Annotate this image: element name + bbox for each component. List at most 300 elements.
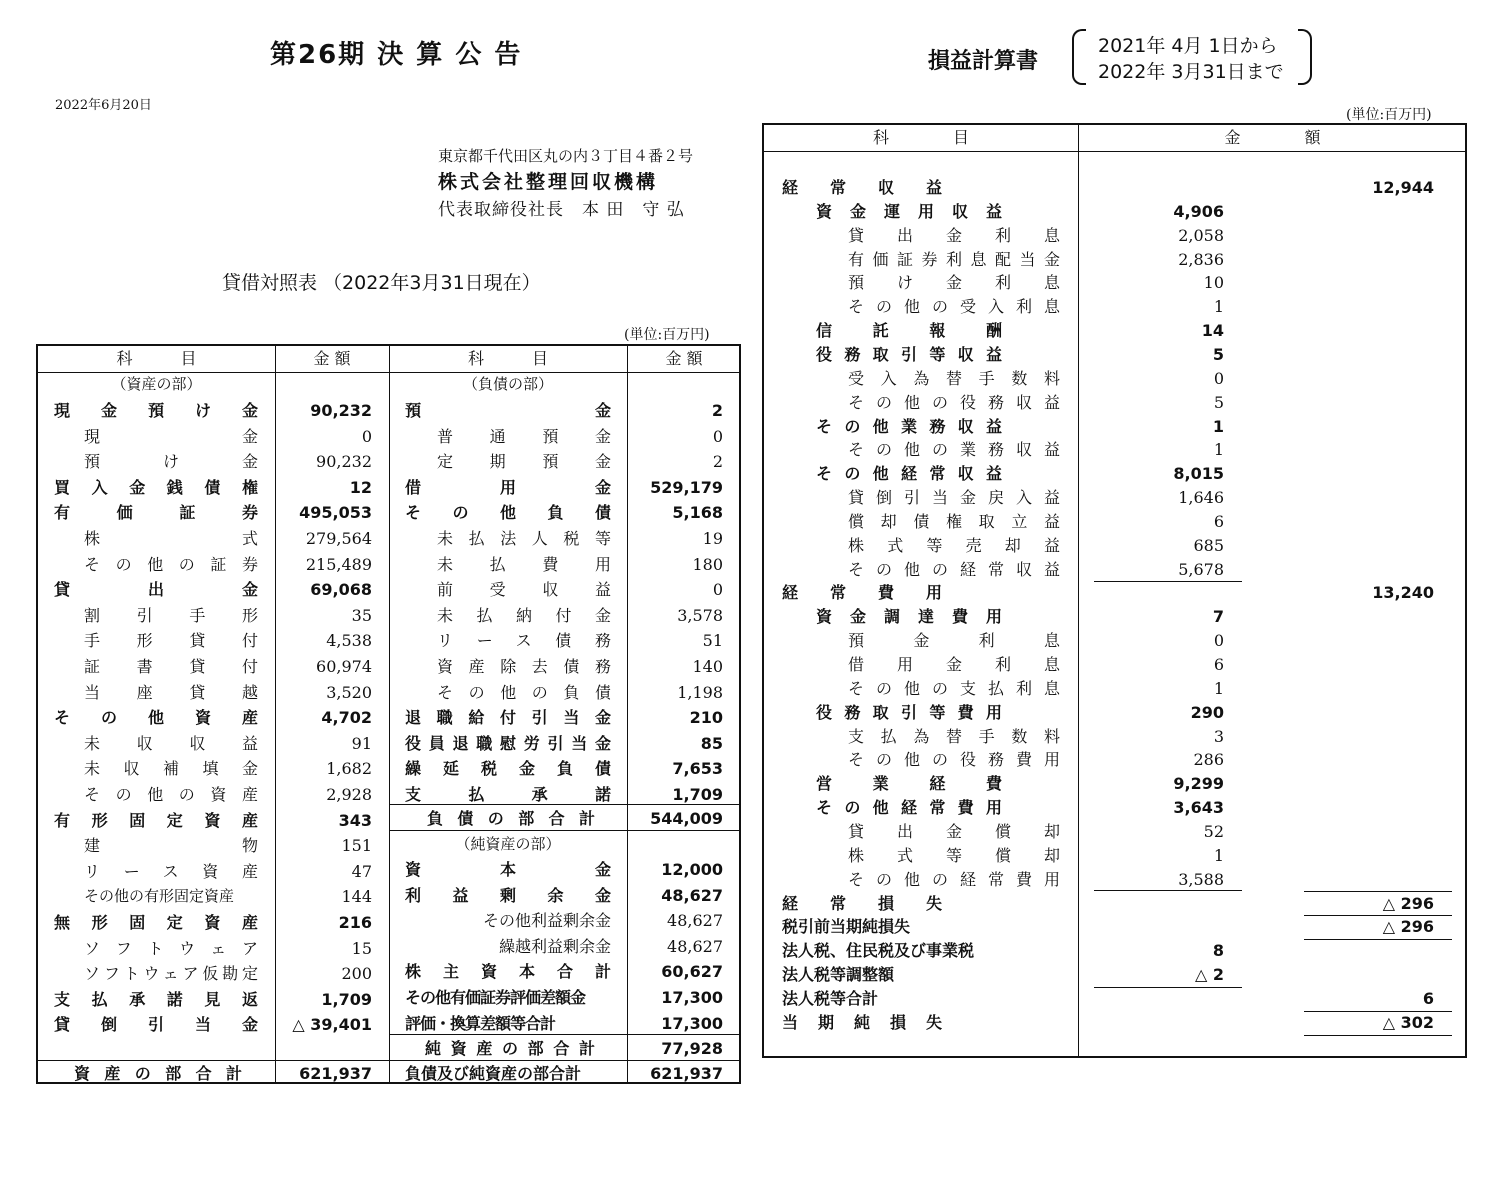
row-label: 前受収益 bbox=[437, 580, 611, 600]
table-row bbox=[38, 808, 390, 833]
period-from: 2021年 4月 1日から bbox=[1098, 35, 1278, 57]
table-row bbox=[764, 844, 1464, 868]
row-value: 0 bbox=[712, 580, 723, 600]
grand-total-row bbox=[389, 1061, 741, 1086]
row-value: 12 bbox=[349, 477, 372, 497]
company-address: 東京都千代田区丸の内３丁目４番２号 bbox=[438, 147, 694, 165]
table-row bbox=[764, 319, 1464, 343]
row-label: その他有価証券評価差額金 bbox=[405, 988, 586, 1007]
row-value: 5 bbox=[1212, 344, 1224, 364]
notice-date: 2022年6月20日 bbox=[55, 98, 152, 113]
row-label: その他資産 bbox=[54, 708, 258, 728]
row-label: 経常収益 bbox=[782, 178, 942, 197]
row-value: 10 bbox=[1203, 273, 1224, 293]
row-label: 預け金 bbox=[84, 452, 258, 472]
row-label: 退職給付引当金 bbox=[405, 708, 611, 728]
table-row bbox=[764, 534, 1464, 558]
row-value: 12,000 bbox=[661, 860, 723, 879]
table-row bbox=[764, 486, 1464, 510]
row-label: 税引前当期純損失 bbox=[782, 917, 911, 937]
table-row bbox=[38, 782, 390, 807]
row-label: 現金 bbox=[84, 426, 258, 446]
row-label: ソフトウェア仮勘定 bbox=[84, 964, 258, 984]
row-value: 2,836 bbox=[1178, 249, 1224, 269]
table-row bbox=[38, 680, 390, 705]
assets-col-amount: 金 額 bbox=[313, 349, 351, 368]
liabilities-section-header: （負債の部） bbox=[462, 375, 553, 393]
assets-col-item: 科 目 bbox=[116, 349, 197, 368]
table-row bbox=[38, 654, 390, 679]
row-label: 役員退職慰労引当金 bbox=[405, 733, 611, 753]
row-value: 3,520 bbox=[326, 682, 372, 702]
row-label: 有価証券 bbox=[54, 503, 258, 523]
table-row bbox=[764, 367, 1464, 391]
row-value: 210 bbox=[689, 708, 723, 728]
total-underline bbox=[1304, 1035, 1452, 1036]
table-row bbox=[764, 176, 1464, 200]
row-value: 91 bbox=[351, 733, 372, 753]
row-label: 信託報酬 bbox=[816, 321, 1002, 341]
table-row bbox=[38, 1012, 390, 1037]
table-row bbox=[764, 605, 1464, 629]
row-value: 3,578 bbox=[677, 605, 723, 625]
table-row bbox=[764, 725, 1464, 749]
table-row bbox=[764, 391, 1464, 415]
row-label: 割引手形 bbox=[84, 605, 258, 625]
liab-total-bottom-line bbox=[389, 830, 739, 831]
row-value: 60,627 bbox=[661, 962, 723, 982]
row-label: その他負債 bbox=[405, 503, 611, 523]
table-row bbox=[38, 603, 390, 628]
row-label: 評価・換算差額等合計 bbox=[405, 1013, 556, 1033]
table-row bbox=[389, 628, 741, 653]
row-label: ソフトウェア bbox=[84, 938, 258, 958]
row-label: リース債務 bbox=[437, 631, 611, 651]
table-row bbox=[38, 705, 390, 730]
row-value: 17,300 bbox=[661, 988, 723, 1007]
table-row bbox=[38, 731, 390, 756]
row-label: その他の業務収益 bbox=[848, 440, 1060, 460]
table-row bbox=[764, 224, 1464, 248]
row-label: その他の役務収益 bbox=[848, 392, 1060, 412]
table-row bbox=[389, 603, 741, 628]
row-label: その他業務収益 bbox=[816, 416, 1002, 436]
assets-total-value: 621,937 bbox=[299, 1064, 372, 1083]
row-label: 役務取引等収益 bbox=[816, 344, 1002, 364]
row-total: △ 302 bbox=[1382, 1012, 1434, 1032]
income-statement-period bbox=[1072, 29, 1312, 85]
table-row bbox=[389, 577, 741, 602]
subtotal-underline bbox=[1094, 987, 1242, 988]
total-underline bbox=[1304, 891, 1452, 892]
table-row bbox=[764, 892, 1464, 916]
row-label: 資本金 bbox=[405, 860, 611, 879]
table-row bbox=[764, 581, 1464, 605]
row-label: 経常損失 bbox=[782, 893, 942, 913]
row-label: 未収収益 bbox=[84, 733, 258, 753]
table-row bbox=[764, 271, 1464, 295]
row-value: 1 bbox=[1212, 416, 1224, 436]
table-row bbox=[38, 628, 390, 653]
table-row bbox=[389, 680, 741, 705]
row-label: 株主資本合計 bbox=[405, 962, 611, 982]
row-value: 48,627 bbox=[667, 936, 723, 956]
row-value: 90,232 bbox=[316, 452, 372, 472]
representative: 代表取締役社長 本 田 守 弘 bbox=[438, 200, 685, 220]
row-label: 償却債権取立益 bbox=[848, 511, 1060, 531]
row-value: 685 bbox=[1193, 535, 1224, 555]
row-value: 140 bbox=[692, 657, 723, 676]
row-value: 7 bbox=[1212, 607, 1224, 627]
row-value: 1 bbox=[1213, 440, 1224, 460]
table-row bbox=[389, 959, 741, 984]
table-row bbox=[38, 398, 390, 423]
table-row bbox=[764, 462, 1464, 486]
row-value: 19 bbox=[702, 529, 723, 548]
row-value: 4,702 bbox=[321, 708, 372, 728]
table-row bbox=[764, 558, 1464, 582]
row-value: 48,627 bbox=[667, 911, 723, 931]
table-row bbox=[764, 295, 1464, 319]
row-value: 51 bbox=[702, 631, 723, 651]
table-row bbox=[389, 552, 741, 577]
table-row bbox=[38, 987, 390, 1012]
table-row bbox=[764, 343, 1464, 367]
net-assets-section-header: （純資産の部） bbox=[455, 835, 561, 853]
row-value: 1,709 bbox=[672, 785, 723, 804]
row-label: その他の経常収益 bbox=[848, 559, 1060, 579]
row-label: 役務取引等費用 bbox=[816, 702, 1002, 722]
row-value: 529,179 bbox=[650, 477, 723, 497]
total-underline bbox=[1304, 939, 1452, 940]
row-label: 無形固定資産 bbox=[54, 913, 258, 932]
row-total: △ 296 bbox=[1382, 917, 1434, 937]
row-label: 未払納付金 bbox=[437, 605, 611, 625]
table-row bbox=[38, 577, 390, 602]
row-value: 14 bbox=[1201, 321, 1224, 341]
row-value: 17,300 bbox=[661, 1013, 723, 1033]
row-label: その他の受入利息 bbox=[848, 297, 1060, 317]
header-divider bbox=[764, 151, 1465, 152]
table-row bbox=[389, 756, 741, 781]
grand-total-value: 621,937 bbox=[650, 1064, 723, 1083]
table-row bbox=[764, 200, 1464, 224]
pl-col-amount: 金 額 bbox=[1224, 128, 1321, 147]
net-assets-total-value: 77,928 bbox=[661, 1039, 723, 1058]
table-row bbox=[389, 526, 741, 551]
table-row bbox=[764, 939, 1464, 963]
table-row bbox=[389, 883, 741, 908]
row-value: 0 bbox=[361, 426, 372, 446]
subtotal-underline bbox=[1094, 581, 1242, 582]
table-row bbox=[764, 915, 1464, 939]
row-value: 3,643 bbox=[1173, 798, 1224, 818]
row-label: 借用金利息 bbox=[848, 655, 1060, 674]
table-row bbox=[764, 963, 1464, 987]
row-value: 286 bbox=[1193, 750, 1224, 770]
row-label: 有形固定資産 bbox=[54, 810, 258, 830]
row-value: 215,489 bbox=[305, 554, 372, 574]
total-underline bbox=[1304, 915, 1452, 916]
row-label: 受入為替手数料 bbox=[848, 368, 1060, 388]
row-value: 9,299 bbox=[1173, 774, 1224, 794]
right-bracket bbox=[1298, 29, 1312, 85]
table-row bbox=[38, 475, 390, 500]
row-label: その他の経常費用 bbox=[848, 869, 1060, 889]
row-label: 貸出金利息 bbox=[848, 225, 1060, 245]
row-label: 預金 bbox=[405, 401, 611, 420]
table-row bbox=[38, 552, 390, 577]
row-value: 0 bbox=[1213, 631, 1224, 651]
table-row bbox=[38, 500, 390, 525]
liabilities-total-value: 544,009 bbox=[650, 809, 723, 828]
row-label: 借用金 bbox=[405, 477, 611, 497]
balance-sheet-unit: (単位:百万円) bbox=[624, 327, 710, 343]
row-label: 貸出金 bbox=[54, 580, 258, 600]
row-value: 52 bbox=[1203, 821, 1224, 841]
row-value: 35 bbox=[351, 605, 372, 625]
table-row bbox=[764, 987, 1464, 1011]
row-value: 1,709 bbox=[321, 989, 372, 1009]
row-label: 株式 bbox=[84, 529, 258, 548]
row-value: 151 bbox=[341, 836, 372, 856]
row-label: 法人税等調整額 bbox=[782, 965, 895, 985]
table-row bbox=[389, 500, 741, 525]
row-value: 6 bbox=[1213, 655, 1224, 674]
row-label: 現金預け金 bbox=[54, 401, 258, 420]
row-label: 普通預金 bbox=[437, 426, 611, 446]
table-row bbox=[389, 449, 741, 474]
row-value: 2,058 bbox=[1178, 225, 1224, 245]
row-value: 90,232 bbox=[310, 401, 372, 420]
row-value: 85 bbox=[700, 733, 723, 753]
row-label: 支払為替手数料 bbox=[848, 726, 1060, 746]
row-label: その他の支払利息 bbox=[848, 678, 1060, 698]
row-value: 1 bbox=[1213, 678, 1224, 698]
row-value: 1,682 bbox=[326, 759, 372, 779]
table-row bbox=[764, 629, 1464, 653]
table-row bbox=[38, 449, 390, 474]
row-label: その他の有形固定資産 bbox=[84, 887, 235, 906]
row-value: 1,646 bbox=[1178, 488, 1224, 508]
table-row bbox=[764, 653, 1464, 677]
table-row bbox=[38, 910, 390, 935]
row-value: 1,198 bbox=[677, 682, 723, 702]
row-label: 当期純損失 bbox=[782, 1012, 942, 1032]
row-label: 未払法人税等 bbox=[437, 529, 611, 548]
table-row bbox=[764, 438, 1464, 462]
grand-total-label: 負債及び純資産の部合計 bbox=[405, 1064, 582, 1083]
liabilities-total-row bbox=[389, 806, 741, 831]
row-label: 定期預金 bbox=[437, 452, 611, 472]
row-label: 法人税、住民税及び事業税 bbox=[782, 941, 975, 961]
row-value: 6 bbox=[1213, 511, 1224, 531]
table-row bbox=[764, 748, 1464, 772]
row-label: 手形貸付 bbox=[84, 631, 258, 651]
table-row bbox=[38, 526, 390, 551]
row-label: 買入金銭債権 bbox=[54, 477, 258, 497]
row-value: 1 bbox=[1213, 845, 1224, 865]
liab-total-top-line bbox=[389, 804, 739, 805]
balance-sheet-title: 貸借対照表 （2022年3月31日現在） bbox=[222, 272, 541, 294]
row-label: 資産除去債務 bbox=[437, 657, 611, 676]
row-label: 貸倒引当金戻入益 bbox=[848, 488, 1060, 508]
row-label: 法人税等合計 bbox=[782, 988, 879, 1008]
table-row bbox=[764, 701, 1464, 725]
assets-total-row bbox=[38, 1061, 389, 1086]
row-value: 144 bbox=[341, 887, 372, 907]
row-label: 預け金利息 bbox=[848, 273, 1060, 293]
row-label: 未払費用 bbox=[437, 554, 611, 574]
table-row bbox=[389, 857, 741, 882]
table-row bbox=[764, 1011, 1464, 1035]
row-value: 2 bbox=[711, 401, 723, 420]
row-value: △ 39,401 bbox=[292, 1015, 372, 1035]
row-label: 建物 bbox=[84, 836, 258, 856]
row-label: 貸出金償却 bbox=[848, 821, 1060, 841]
net-assets-total-label: 純資産の部合計 bbox=[425, 1039, 595, 1058]
row-total: △ 296 bbox=[1382, 893, 1434, 913]
row-value: 200 bbox=[341, 964, 372, 984]
row-value: 69,068 bbox=[310, 580, 372, 600]
table-row bbox=[389, 398, 741, 423]
row-value: 4,538 bbox=[326, 631, 372, 651]
table-row bbox=[764, 820, 1464, 844]
row-label: その他の証券 bbox=[84, 554, 258, 574]
row-value: 0 bbox=[1213, 368, 1224, 388]
row-label: 証書貸付 bbox=[84, 657, 258, 676]
liab-col-item: 科 目 bbox=[467, 349, 548, 368]
row-value: 180 bbox=[692, 554, 723, 574]
table-row bbox=[389, 424, 741, 449]
row-value: 8,015 bbox=[1173, 464, 1224, 484]
row-value: 0 bbox=[712, 426, 723, 446]
assets-section-header: （資産の部） bbox=[111, 375, 202, 393]
row-label: その他利益剰余金 bbox=[482, 911, 611, 931]
table-row bbox=[38, 884, 390, 909]
row-value: 7,653 bbox=[672, 759, 723, 779]
row-label: 利益剰余金 bbox=[405, 885, 611, 905]
row-value: 279,564 bbox=[305, 529, 372, 548]
row-value: 5,168 bbox=[672, 503, 723, 523]
table-row bbox=[764, 868, 1464, 892]
row-label: 当座貸越 bbox=[84, 682, 258, 702]
row-label: 株式等売却益 bbox=[848, 535, 1060, 555]
row-label: 未収補填金 bbox=[84, 759, 258, 779]
row-value: 3,588 bbox=[1178, 869, 1224, 889]
table-row bbox=[38, 936, 390, 961]
notice-title: 第26期 決 算 公 告 bbox=[270, 40, 523, 70]
row-label: 預金利息 bbox=[848, 631, 1060, 651]
row-label: その他の役務費用 bbox=[848, 750, 1060, 770]
income-statement-title: 損益計算書 bbox=[928, 49, 1039, 74]
row-value: 48,627 bbox=[661, 885, 723, 905]
row-label: 資金運用収益 bbox=[816, 201, 1002, 221]
row-label: その他経常収益 bbox=[816, 464, 1002, 484]
row-label: その他の資産 bbox=[84, 785, 258, 804]
row-label: 繰延税金負債 bbox=[405, 759, 611, 779]
row-label: 支払承諾見返 bbox=[54, 989, 258, 1009]
row-value: 5 bbox=[1213, 392, 1224, 412]
balance-sheet-table bbox=[36, 344, 741, 1084]
row-value: 8 bbox=[1212, 941, 1224, 961]
row-label: 経常費用 bbox=[782, 583, 942, 603]
row-value: 60,974 bbox=[316, 657, 372, 676]
row-value: 47 bbox=[351, 861, 372, 881]
row-value: 495,053 bbox=[299, 503, 372, 523]
table-row bbox=[38, 833, 390, 858]
table-row bbox=[389, 731, 741, 756]
table-row bbox=[764, 772, 1464, 796]
row-value: 290 bbox=[1190, 702, 1224, 722]
row-label: 支払承諾 bbox=[405, 785, 611, 804]
row-total: 13,240 bbox=[1372, 583, 1434, 603]
row-value: 216 bbox=[338, 913, 372, 932]
table-row bbox=[38, 424, 390, 449]
table-row bbox=[389, 1011, 741, 1036]
row-value: △ 2 bbox=[1194, 965, 1224, 985]
table-row bbox=[38, 961, 390, 986]
table-row bbox=[389, 475, 741, 500]
row-value: 5,678 bbox=[1178, 559, 1224, 579]
row-value: 3 bbox=[1213, 726, 1224, 746]
row-label: リース資産 bbox=[84, 861, 258, 881]
row-label: その他の負債 bbox=[437, 682, 611, 702]
row-total: 6 bbox=[1422, 988, 1434, 1008]
total-underline bbox=[1304, 1011, 1452, 1012]
table-row bbox=[38, 859, 390, 884]
table-row bbox=[764, 248, 1464, 272]
table-row bbox=[389, 985, 741, 1010]
row-value: 15 bbox=[351, 938, 372, 958]
table-row bbox=[764, 415, 1464, 439]
row-label: 有価証券利息配当金 bbox=[848, 249, 1060, 269]
row-label: 貸倒引当金 bbox=[54, 1015, 258, 1035]
period-to: 2022年 3月31日まで bbox=[1098, 61, 1284, 83]
row-value: 343 bbox=[338, 810, 372, 830]
income-statement-table bbox=[762, 123, 1467, 1058]
table-row bbox=[389, 908, 741, 933]
row-value: 4,906 bbox=[1173, 201, 1224, 221]
row-label: その他経常費用 bbox=[816, 798, 1002, 818]
liab-col-amount: 金 額 bbox=[665, 349, 703, 368]
row-label: 繰越利益剰余金 bbox=[498, 936, 611, 956]
table-row bbox=[389, 705, 741, 730]
row-value: 2 bbox=[712, 452, 723, 472]
row-label: 営業経費 bbox=[816, 774, 1002, 794]
liabilities-total-label: 負債の部合計 bbox=[427, 809, 595, 828]
table-row bbox=[764, 677, 1464, 701]
table-row bbox=[389, 654, 741, 679]
left-bracket bbox=[1072, 29, 1086, 85]
net-total-top-line bbox=[389, 1034, 739, 1035]
subtotal-underline bbox=[1094, 890, 1242, 891]
pl-col-item: 科 目 bbox=[872, 128, 969, 147]
company-name: 株式会社整理回収機構 bbox=[438, 171, 659, 193]
row-label: 株式等償却 bbox=[848, 845, 1060, 865]
table-row bbox=[38, 756, 390, 781]
row-value: 1 bbox=[1213, 297, 1224, 317]
table-row bbox=[389, 934, 741, 959]
row-total: 12,944 bbox=[1372, 178, 1434, 197]
assets-total-label: 資産の部合計 bbox=[74, 1064, 242, 1083]
row-label: 資金調達費用 bbox=[816, 607, 1002, 627]
table-row bbox=[764, 510, 1464, 534]
table-row bbox=[764, 796, 1464, 820]
net-assets-total-row bbox=[389, 1036, 741, 1061]
row-value: 2,928 bbox=[326, 785, 372, 804]
income-statement-unit: (単位:百万円) bbox=[1346, 107, 1432, 123]
